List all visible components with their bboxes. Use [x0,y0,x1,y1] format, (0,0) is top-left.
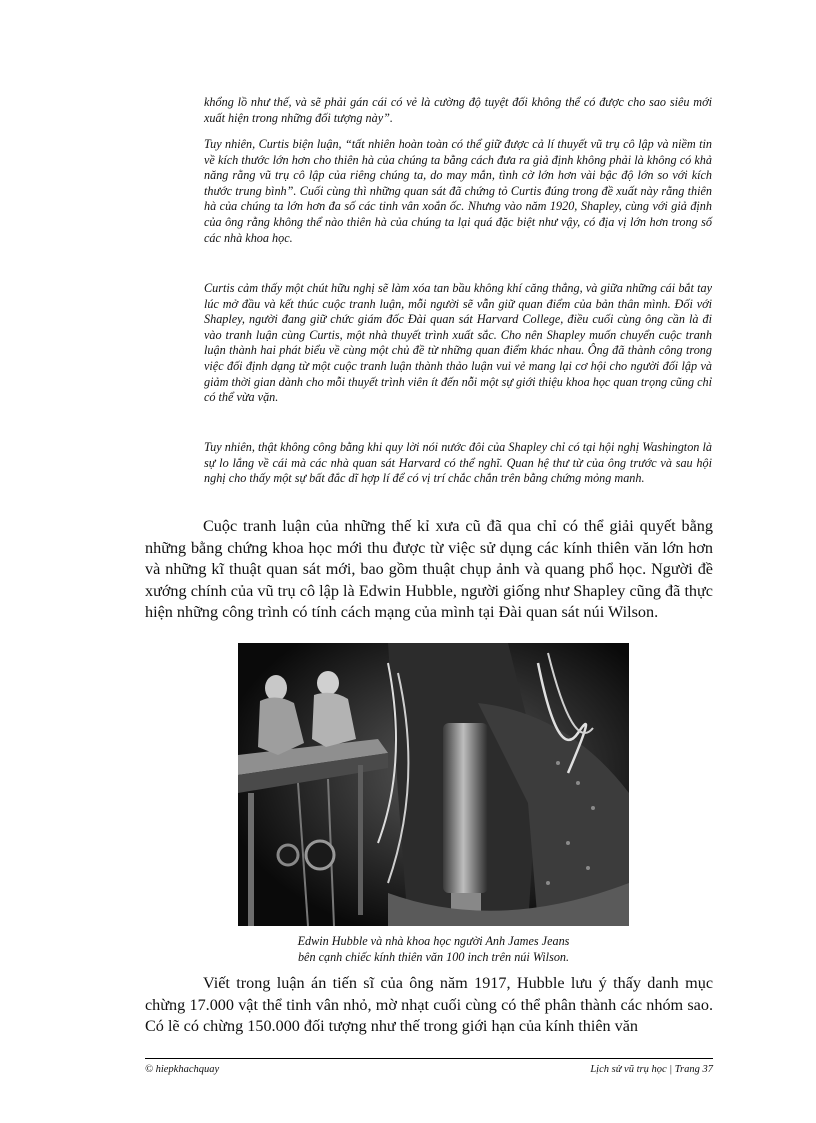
footer-page-info: Lịch sử vũ trụ học | Trang 37 [590,1064,713,1075]
quote-paragraph: Tuy nhiên, Curtis biện luận, “tất nhiên hoàn toàn có thể giữ được cả lí thuyết vũ trụ cô lập và niềm tin về kích thước lớn hơn cho thiên hà của chúng ta bằng cách đưa ra giả định không phải là không có khả năng rằng vũ trụ cô lập của riêng chúng ta, do may mắn, tình cờ lớn hơn vài bậc độ lớn so với kích thước trung bình”. Cuối cùng thì những quan sát đã chứng tỏ Curtis đúng trong đề xuất này rằng thiên hà của chúng ta lớn hơn đa số các tinh vân xoắn ốc. Nhưng vào năm 1920, Shapley, cùng với giả định của ông rằng không thể nào thiên hà của chúng ta lại quá đặc biệt như vậy, có địa vị lớn hơn trong số các nhà khoa học. [204,137,712,245]
caption-line: Edwin Hubble và nhà khoa học người Anh James Jeans [297,934,570,948]
body-paragraph: Viết trong luận án tiến sĩ của ông năm 1917, Hubble lưu ý thấy danh mục chừng 17.000 vật thể tinh vân nhỏ, mờ nhạt cuối cùng có thể phân thành các nhóm sao. Có lẽ có chừng 150.000 đối tượng như thế trong giới hạn của kính thiên văn [145,974,713,1036]
figure-caption [238,934,629,965]
caption-line: bên cạnh chiếc kính thiên văn 100 inch trên núi Wilson. [297,949,570,964]
quote-paragraph: khổng lồ như thế, và sẽ phải gán cái có vẻ là cường độ tuyệt đối không thể có được cho sao siêu mới xuất hiện trong những đối tượng này”. [204,95,712,125]
footer-divider [145,1058,713,1059]
quote-paragraph: Tuy nhiên, thật không công bằng khi quy lời nói nước đôi của Shapley chỉ có tại hội nghị Washington là sự lo lắng về cái mà các nhà quan sát Harvard có thể nghĩ. Quan hệ thư từ của ông trước và sau hội nghị cho thấy một sự bất đắc dĩ hợp lí để có vị trí chắc chắn trên bằng chứng mỏng manh. [204,440,712,486]
quote-paragraph: Curtis cảm thấy một chút hữu nghị sẽ làm xóa tan bầu không khí căng thẳng, và giữa những cái bắt tay lúc mở đầu và kết thúc cuộc tranh luận, mỗi người sẽ vẫn giữ quan điểm của bản thân mình. Đối với Shapley, người đang giữ chức giám đốc Đài quan sát Harvard College, điều cuối cùng ông cần là đi vào tranh luận cùng Curtis, một nhà thuyết trình xuất sắc. Cho nên Shapley muốn chuyển cuộc tranh luận thành hai phát biểu về cùng một chủ đề từ những quan điểm khác nhau. Ông đã thành công trong việc đối định dạng từ một cuộc tranh luận thành thảo luận vui vẻ mang lại cơ hội cho người đối lập và giảm thời gian dành cho mỗi thuyết trình viên ít đến nỗi một sự giới thiệu khoa học quan trọng cũng chỉ có thể vừa vặn. [204,281,712,405]
telescope-photo [238,643,629,926]
body-paragraph: Cuộc tranh luận của những thế kỉ xưa cũ đã qua chỉ có thể giải quyết bằng những bằng chứng khoa học mới thu được từ việc sử dụng các kính thiên văn lớn hơn và những kĩ thuật quan sát mới, bao gồm thuật chụp ảnh và quang phổ học. Người đề xướng chính của vũ trụ cô lập là Edwin Hubble, người giống như Shapley cũng đã thực hiện những công trình có tính cách mạng của mình tại Đài quan sát núi Wilson. [145,517,713,622]
footer-copyright: © hiepkhachquay [145,1064,220,1075]
